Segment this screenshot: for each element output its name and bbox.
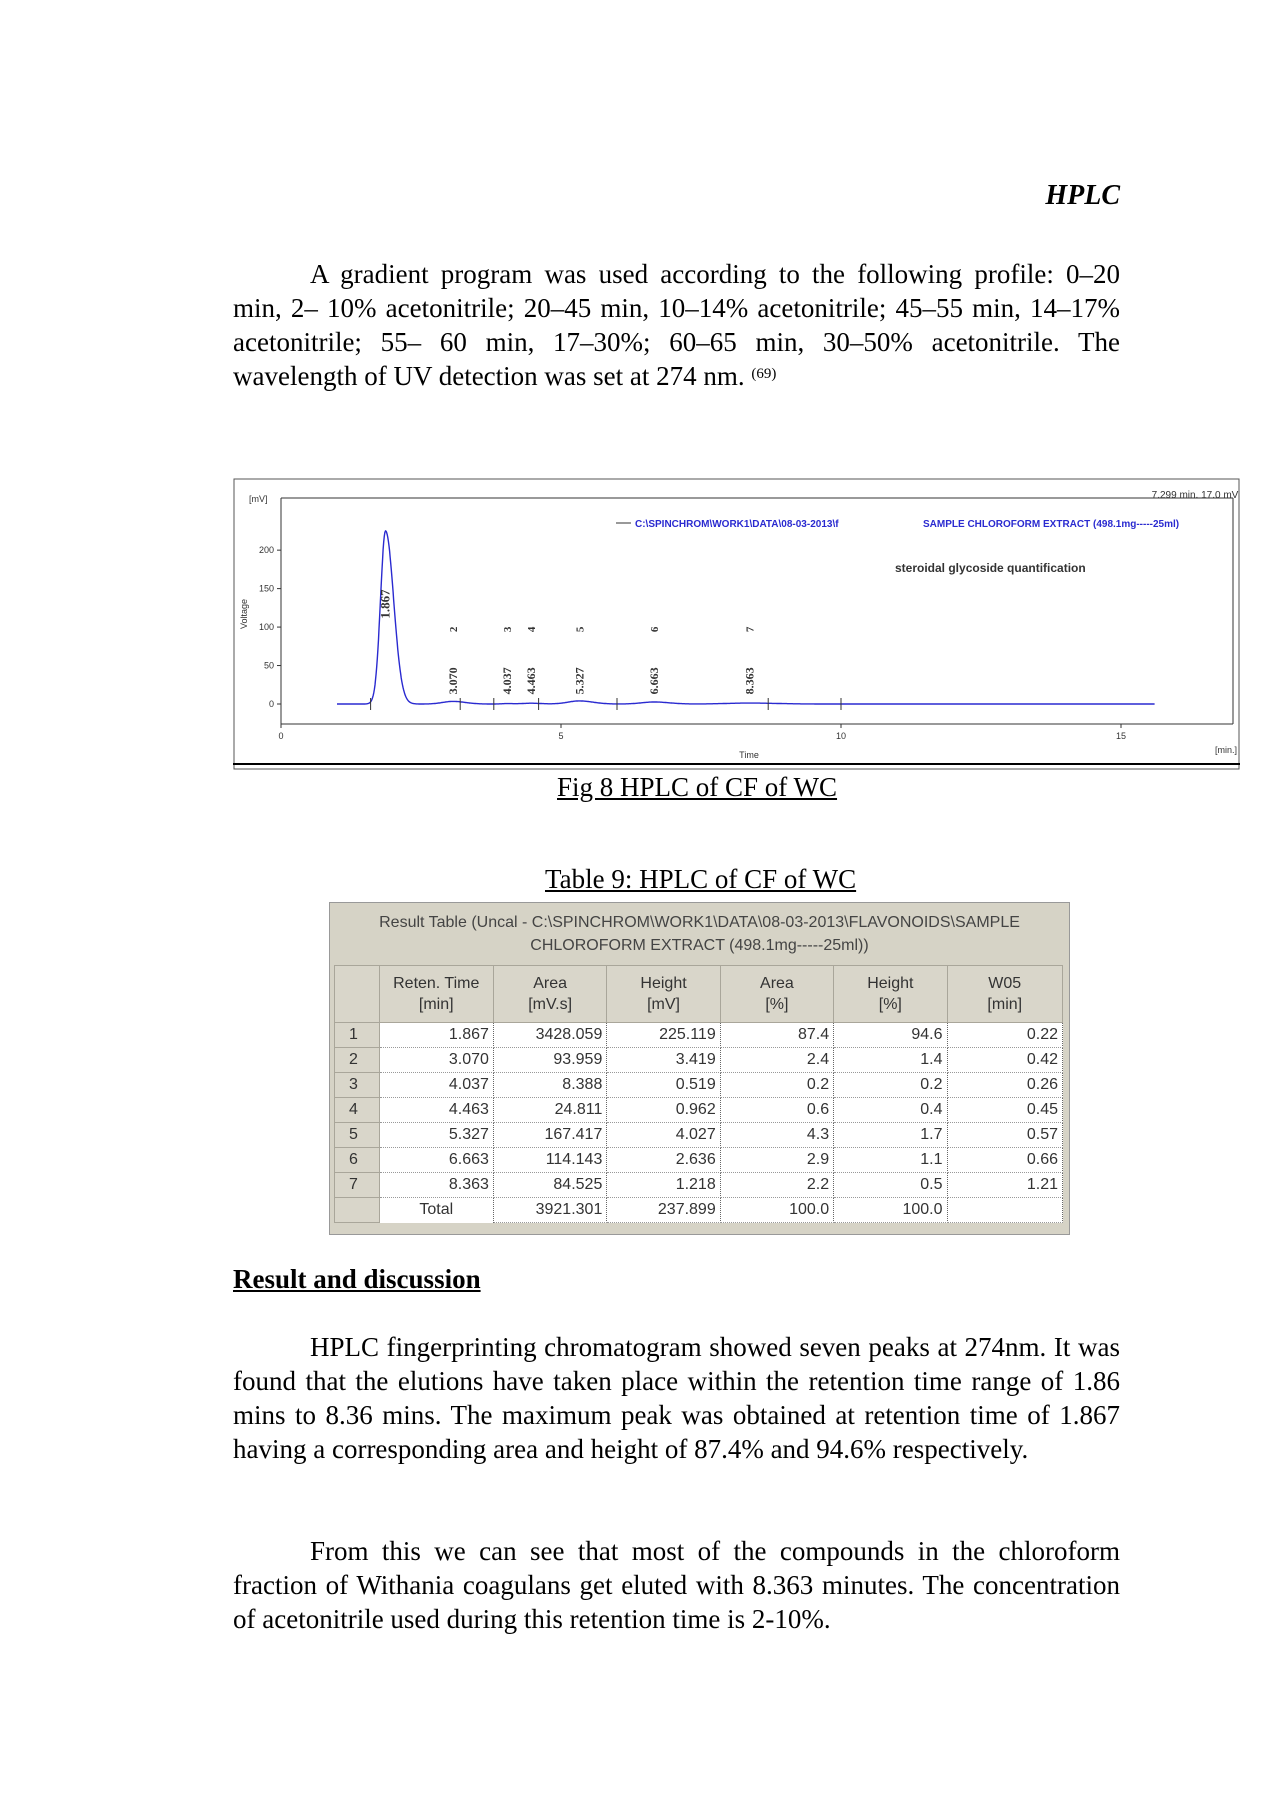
table-row: 1 1.867 3428.059 225.119 87.4 94.6 0.22 [335,1023,1063,1048]
header-height: Height [mV] [607,966,720,1023]
peak-label: 6.663 [647,667,662,695]
result-table-title-line2: CHLOROFORM EXTRACT (498.1mg-----25ml)) [530,937,869,954]
section-heading: Result and discussion [233,1264,481,1294]
y-tick-label: 100 [258,622,274,633]
header-area-percent: Area [%] [720,966,833,1023]
intro-text: A gradient program was used according to the following profile: 0–20 min, 2– 10% acetonitrile; 20–45 min, 10–14% acetonitrile; 45–55 min, 14–17% acetonitrile; 55– 60 min, 17–30%; 60–65 min, 30–50% acetonitrile. The wavelength of UV detection was set at 274 nm. [233,259,1120,391]
peak-number: 4 [525,626,538,633]
x-tick-label: 10 [835,731,847,741]
x-axis-unit: [min.] [1215,745,1238,755]
y-axis-unit: [mV] [249,494,268,504]
legend-path-label: C:\SPINCHROM\WORK1\DATA\08-03-2013\f [635,519,839,530]
intro-paragraph [233,257,1120,393]
x-tick-label: 5 [558,731,564,741]
table-row: 2 3.070 93.959 3.419 2.4 1.4 0.42 [335,1048,1063,1073]
table-row: 3 4.037 8.388 0.519 0.2 0.2 0.26 [335,1073,1063,1098]
page-header: HPLC [1045,180,1120,211]
cursor-readout: 7.299 min. 17.0 mV [1151,490,1239,501]
peak-number: 6 [649,626,662,633]
y-tick-label: 50 [263,660,274,671]
chromatogram-figure [233,478,1240,770]
table-row: 5 5.327 167.417 4.027 4.3 1.7 0.57 [335,1123,1063,1148]
x-tick-label: 0 [278,731,284,741]
reference-mark: (69) [751,366,777,382]
peak-label: 1.867 [377,589,393,619]
peak-label: 4.037 [500,667,515,695]
y-tick-label: 0 [268,699,274,709]
result-table-panel [329,902,1070,1235]
result-table [334,965,1063,1223]
header-area: Area [mV.s] [493,966,606,1023]
header-w05: W05 [min] [947,966,1062,1023]
legend-sample-label: SAMPLE CHLOROFORM EXTRACT (498.1mg-----25ml) [923,519,1180,530]
y-axis-label: Voltage [239,598,249,630]
figure-caption: Fig 8 HPLC of CF of WC [557,772,838,802]
header-index [335,966,380,1023]
header-height-percent: Height [%] [834,966,947,1023]
chromatogram-chart [233,478,1240,770]
table-total-row: Total 3921.301 237.899 100.0 100.0 [335,1198,1063,1223]
peak-number: 2 [447,626,460,633]
peak-label: 8.363 [742,667,757,695]
table-row: 4 4.463 24.811 0.962 0.6 0.4 0.45 [335,1098,1063,1123]
table-caption: Table 9: HPLC of CF of WC [545,864,857,894]
peak-label: 4.463 [523,667,538,695]
chart-note: steroidal glycoside quantification [895,561,1086,575]
x-axis-label: Time [739,750,759,760]
table-row: 6 6.663 114.143 2.636 2.9 1.1 0.66 [335,1148,1063,1173]
y-tick-label: 200 [258,545,274,556]
result-table-title [330,911,1069,957]
x-tick-label: 15 [1115,731,1127,741]
y-tick-label: 150 [258,583,274,594]
results-paragraph-1: HPLC fingerprinting chromatogram showed seven peaks at 274nm. It was found that the elutions have taken place within the retention time range of 1.86 mins to 8.36 mins. The maximum peak was obtained at retention time of 1.867 having a corresponding area and height of 87.4% and 94.6% respectively. [233,1332,1120,1464]
peak-number: 7 [744,626,757,633]
results-paragraph-2: From this we can see that most of the compounds in the chloroform fraction of Withania coagulans get eluted with 8.363 minutes. The concentration of acetonitrile used during this retention time is 2-10%. [233,1536,1120,1634]
peak-number: 3 [502,626,515,633]
table-header-row [335,966,1063,1023]
peak-label: 3.070 [445,667,460,695]
header-retention-time: Reten. Time [min] [379,966,493,1023]
table-row: 7 8.363 84.525 1.218 2.2 0.5 1.21 [335,1173,1063,1198]
peak-number: 5 [574,626,587,633]
peak-label: 5.327 [572,667,587,695]
result-table-title-line1: Result Table (Uncal - C:\SPINCHROM\WORK1\DATA\08-03-2013\FLAVONOIDS\SAMPLE [379,914,1020,931]
